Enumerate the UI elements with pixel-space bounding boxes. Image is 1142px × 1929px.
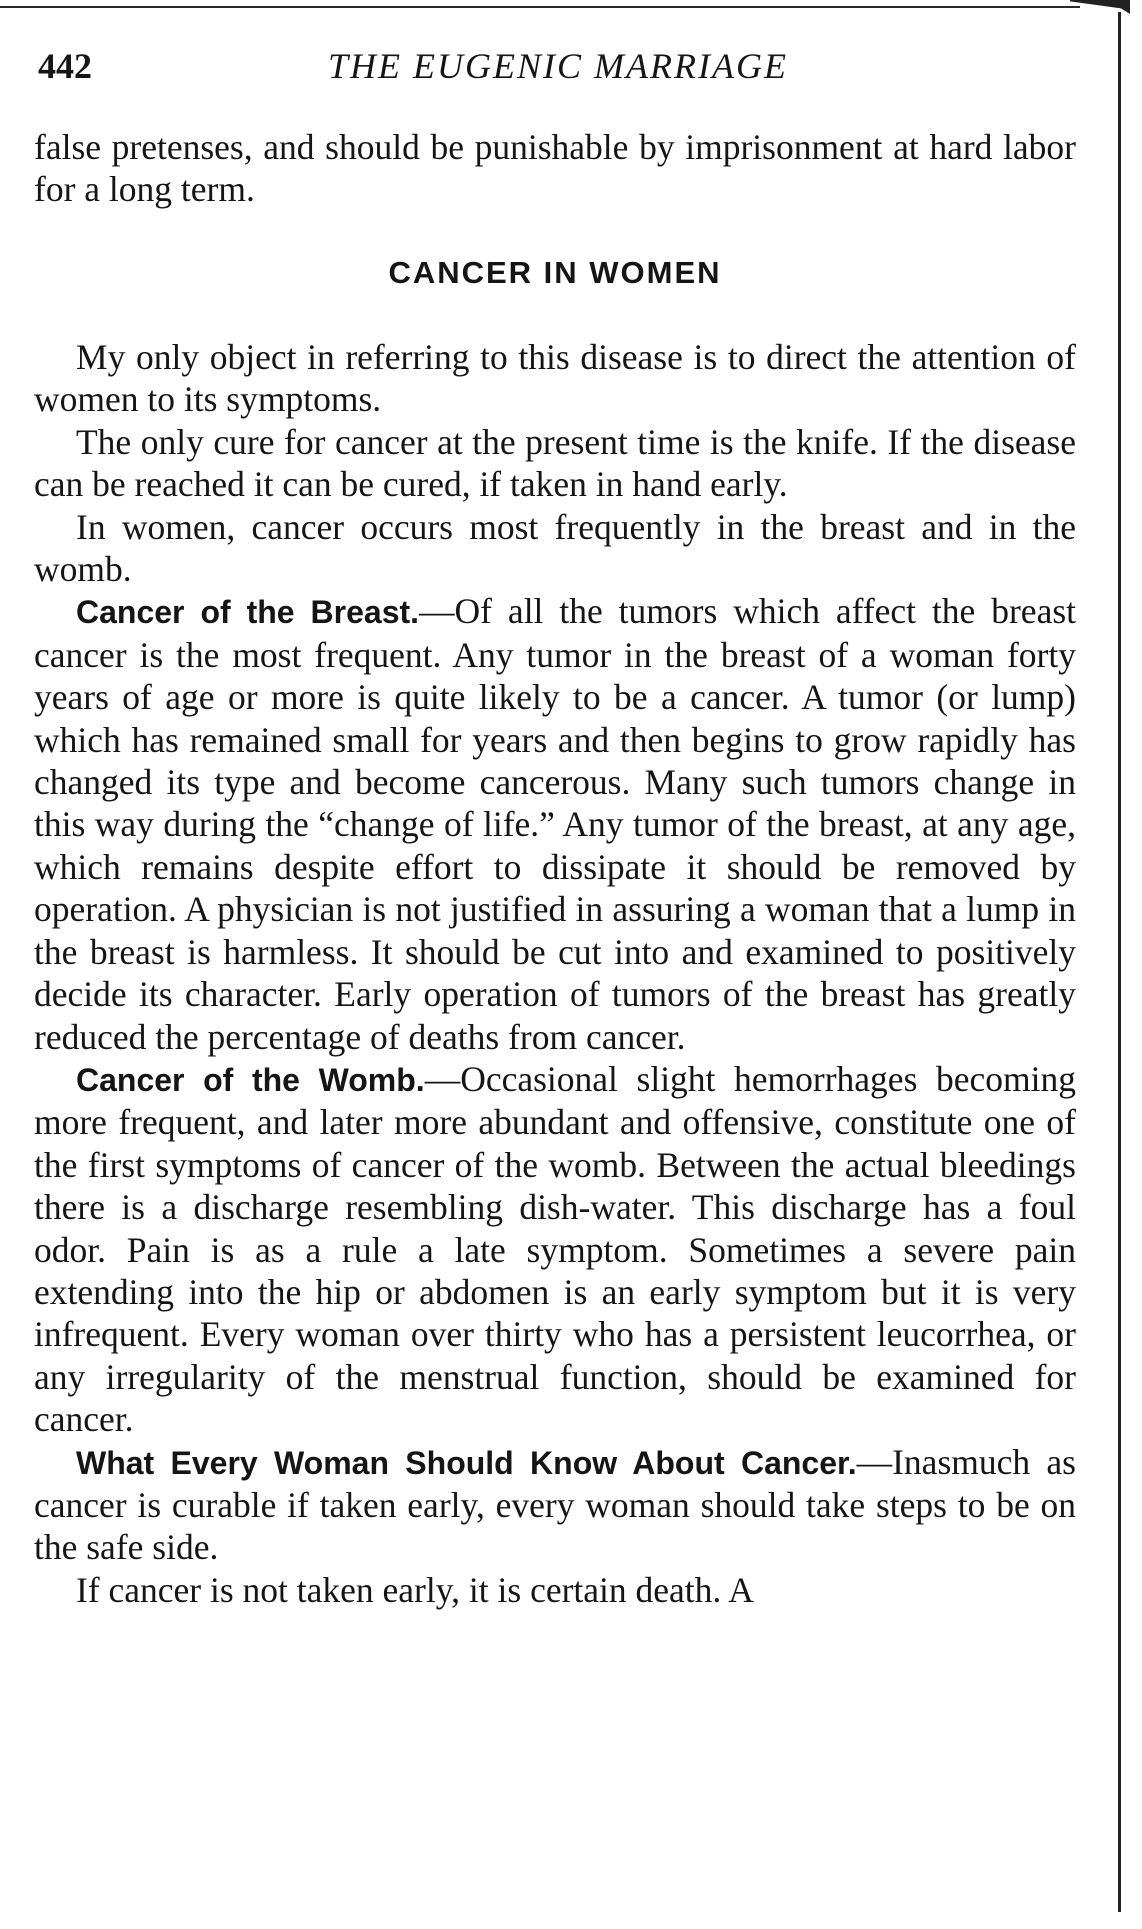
paragraph-text: In women, cancer occurs most frequently in the breast and in the womb. (34, 506, 1076, 590)
binding-edge (1118, 12, 1121, 1912)
running-title: THE EUGENIC MARRIAGE (328, 46, 788, 86)
section-heading: CANCER IN WOMEN (388, 255, 722, 290)
paragraph-final (34, 1569, 1076, 1611)
paragraph-what-to-know (34, 1441, 1076, 1569)
paragraph-womb (34, 1058, 1076, 1441)
paragraph-intro (34, 336, 1076, 421)
page-number: 442 (38, 46, 92, 86)
run-in-heading-breast: Cancer of the Breast. (76, 594, 420, 631)
paragraph-text: If cancer is not taken early, it is certain death. A (76, 1569, 754, 1610)
paragraph-text: The only cure for cancer at the present time is the knife. If the disease can be reached it can be cured, if taken in hand early. (34, 421, 1076, 505)
paragraph-text: —Occasional slight hemorrhages becoming more frequent, and later more abundant and offensive, constitute one of the first symptoms of cancer of the womb. Between the actual bleedings there is a discharge resembling dish-water. This discharge has a foul odor. Pain is as a rule a late symptom. Sometimes a severe pain extending into the hip or abdomen is an early symptom but it is very infrequent. Every woman over thirty who has a persistent leucorrhea, or any irregularity of the menstrual function, should be examined for cancer. (34, 1058, 1076, 1440)
paragraph-text: —Of all the tumors which affect the breast cancer is the most frequent. Any tumor in the breast of a woman forty years of age or more is quite likely to be a cancer. A tumor (or lump) which has remained small for years and then begins to grow rapidly has changed its type and become cancerous. Many such tumors change in this way during the “change of life.” Any tumor of the breast, at any age, which remains despite effort to dissipate it should be removed by operation. A physician is not justified in assuring a woman that a lump in the breast is harmless. It should be cut into and examined to positively decide its character. Early operation of tumors of the breast has greatly reduced the percentage of deaths from cancer. (34, 591, 1077, 1057)
paragraph-cure (34, 421, 1076, 506)
run-in-heading-womb: Cancer of the Womb. (76, 1061, 425, 1098)
top-page-rule (0, 6, 1080, 8)
paragraph-breast (34, 590, 1076, 1057)
continuation-paragraph: false pretenses, and should be punishable by imprisonment at hard labor for a long term. (34, 127, 1076, 210)
paragraph-text: My only object in referring to this disease is to direct the attention of women to its symptoms. (34, 337, 1076, 420)
continuation-text-block (34, 126, 1076, 211)
run-in-heading-what-to-know: What Every Woman Should Know About Cancer. (76, 1444, 857, 1481)
section-body (34, 336, 1076, 1611)
paragraph-frequency (34, 506, 1076, 591)
running-header (38, 44, 1078, 88)
paragraph-text: —Inasmuch as cancer is curable if taken early, every woman should take steps to be on the safe side. (34, 1441, 1076, 1568)
